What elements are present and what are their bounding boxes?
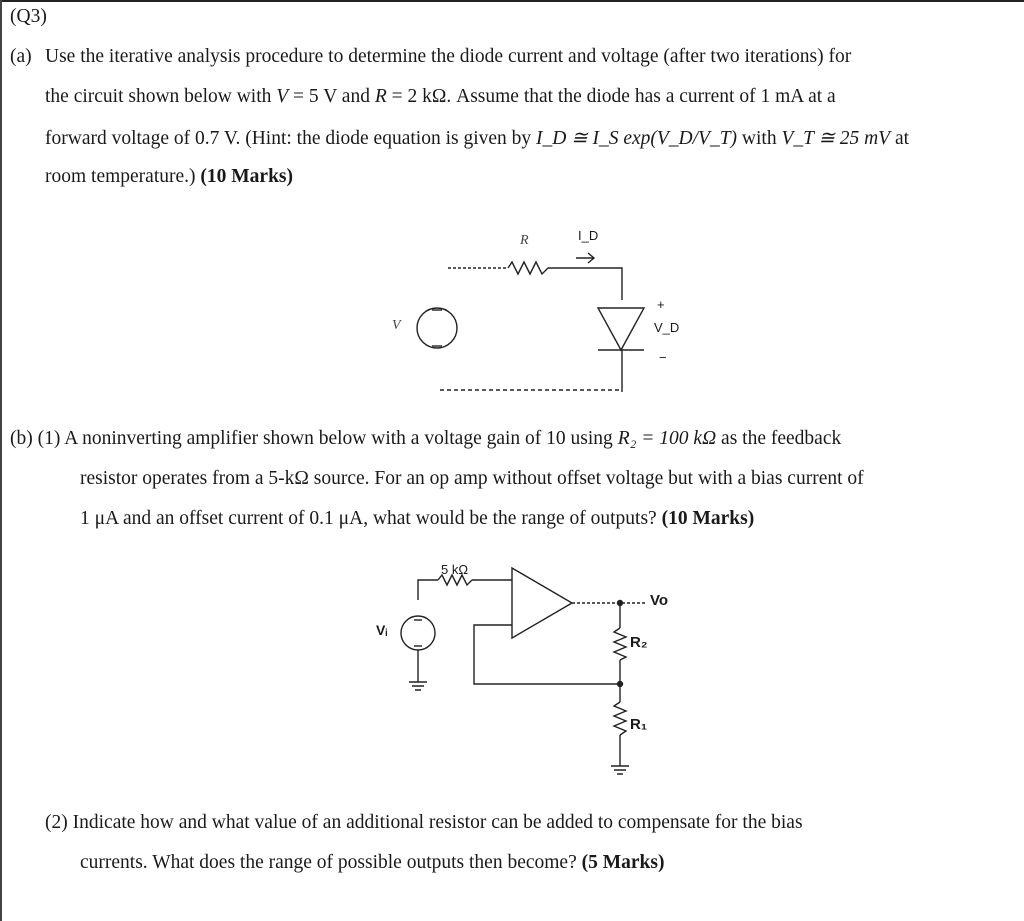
part-a-marks: (10 Marks) xyxy=(200,166,293,187)
diode-equation: I_D ≅ I_S exp(V_D/V_T) xyxy=(536,128,738,149)
r2-zigzag xyxy=(614,628,626,660)
part-b-label: (b) xyxy=(10,428,33,449)
input-wire-left xyxy=(418,580,438,600)
part-b2-line-2: currents. What does the range of possible outputs then become? (5 Marks) xyxy=(80,852,665,873)
r1-ground-icon xyxy=(611,766,629,774)
source-resistor-label: 5 kΩ xyxy=(441,562,469,577)
inverting-input-wire xyxy=(474,625,620,684)
r2-label: R₂ xyxy=(630,634,648,651)
vd-label: V_D xyxy=(654,320,680,335)
current-id-label: I_D xyxy=(578,228,599,243)
opamp-triangle-icon xyxy=(512,568,572,638)
part-b2-label: (2) xyxy=(45,812,68,833)
part-b2-line-1: (2) Indicate how and what value of an additional resistor can be added to compensate for the bias xyxy=(45,812,803,833)
vd-minus-label: − xyxy=(659,350,667,365)
vo-label: Vo xyxy=(650,592,669,609)
vi-ground-icon xyxy=(409,682,427,690)
part-a-line-2: the circuit shown below with V = 5 V and R = 2 kΩ. Assume that the diode has a current of 1 mA at a xyxy=(45,86,836,107)
vd-plus-label: + xyxy=(657,297,665,312)
part-b-line-2: resistor operates from a 5-kΩ source. For an op amp without offset voltage but with a bias current of xyxy=(80,468,864,489)
source-v-label: V xyxy=(392,318,401,333)
thermal-voltage: V_T ≅ 25 mV xyxy=(781,128,891,149)
part-a-line-1: Use the iterative analysis procedure to determine the diode current and voltage (after two iterations) for xyxy=(45,46,852,67)
vi-label: Vᵢ xyxy=(376,622,388,638)
part-a-line-4: room temperature.) (10 Marks) xyxy=(45,166,293,187)
part-b-line-1: (b) (1) A noninverting amplifier shown below with a voltage gain of 10 using R₂ = 100 kΩ as the feedback xyxy=(10,428,842,449)
part-b-line-3: 1 μA and an offset current of 0.1 μA, what would be the range of outputs? (10 Marks) xyxy=(80,508,755,529)
part-b-sub-label: (1) xyxy=(37,428,61,449)
part-a-line-3: forward voltage of 0.7 V. (Hint: the diode equation is given by I_D ≅ I_S exp(V_D/V_T) with V_T ≅ 25 mV at xyxy=(45,128,910,149)
part-b-marks: (10 Marks) xyxy=(661,508,755,529)
r1-label: R₁ xyxy=(630,716,648,733)
part-a-label: (a) xyxy=(10,46,32,67)
vi-source-circle xyxy=(401,616,435,650)
question-number: (Q3) xyxy=(10,6,47,27)
resistor-r-label: R xyxy=(520,233,529,248)
part-b2-marks: (5 Marks) xyxy=(581,852,665,873)
r1-zigzag xyxy=(614,702,626,735)
